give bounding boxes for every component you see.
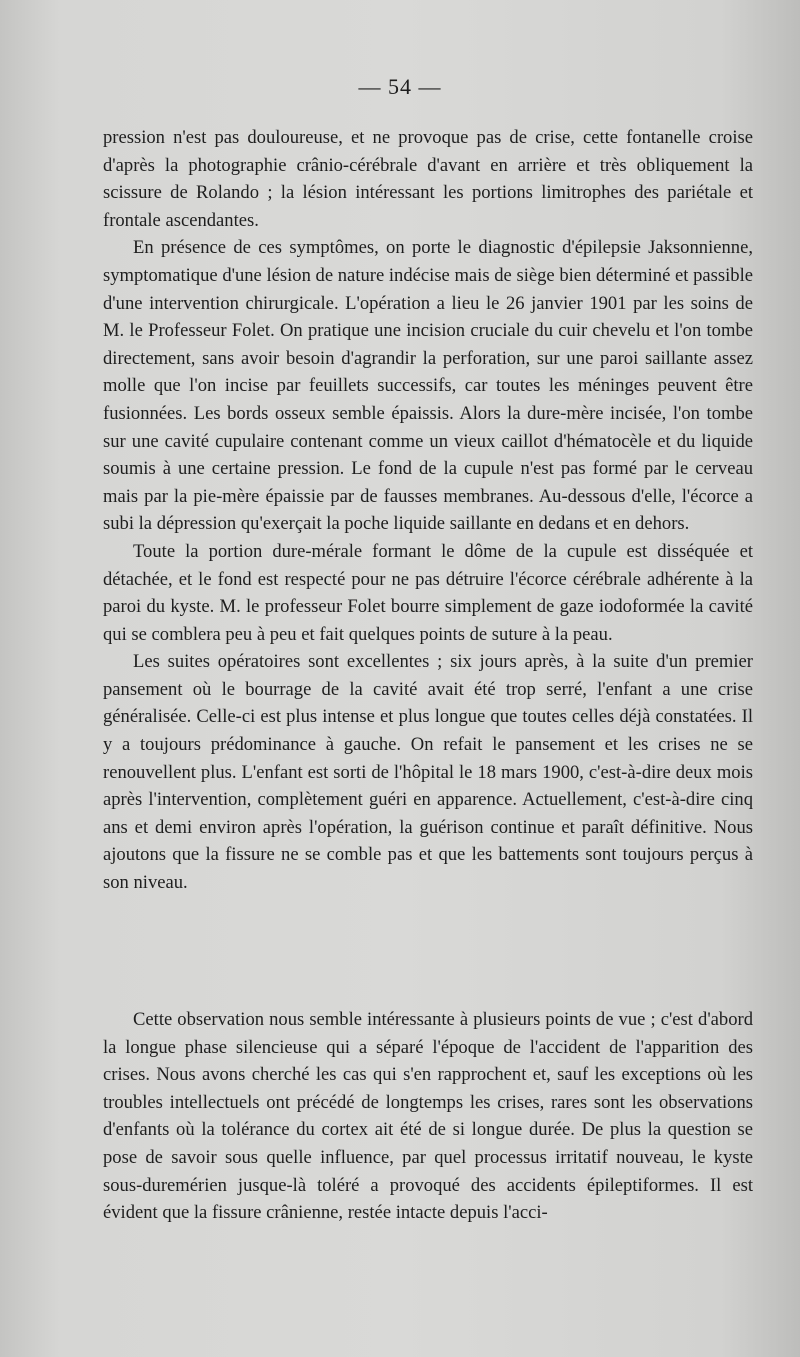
body-text-section — [103, 124, 753, 897]
discussion-section — [103, 1006, 753, 1227]
paragraph-continuation: pression n'est pas douloureuse, et ne provoque pas de crise, cette fontanelle croise d'après la photographie crânio-cérébrale d'avant en arrière et très obliquement la scissure de Rolando ; la lésion intéressant les portions limitrophes des pariétale et frontale ascendantes. — [103, 127, 753, 231]
paragraph-postoperative: Les suites opératoires sont excellentes ; six jours après, à la suite d'un premier pansement où le bourrage de la cavité avait été trop serré, l'enfant a une crise généralisée. Celle-ci est plus intense et plus longue que toutes celles déjà constatées. Il y a toujours prédominance à gauche. On refait le pansement et les crises ne se renouvellent plus. L'enfant est sorti de l'hôpital le 18 mars 1900, c'est-à-dire deux mois après l'intervention, complètement guéri en apparence. Actuellement, c'est-à-dire cinq ans et demi environ après l'opération, la guérison continue et paraît définitive. Nous ajoutons que la fissure ne se comble pas et que les battements sont toujours perçus à son niveau. — [103, 651, 753, 894]
page-number: — 54 — — [358, 74, 442, 99]
paragraph-discussion: Cette observation nous semble intéressante à plusieurs points de vue ; c'est d'abord la longue phase silencieuse qui a séparé l'époque de l'accident de l'apparition des crises. Nous avons cherché les cas qui s'en rapprochent et, sauf les exceptions où les troubles intellectuels ont précédé de longtemps les crises, rares sont les observations d'enfants où la tolérance du cortex ait été de si longue durée. De plus la question se pose de savoir sous quelle influence, par quel processus irritatif nouveau, le kyste sous-duremérien jusque-là toléré a provoqué des accidents épileptiformes. Il est évident que la fissure crânienne, restée intacte depuis l'acci- — [103, 1009, 753, 1224]
paragraph-dissection: Toute la portion dure-mérale formant le dôme de la cupule est disséquée et détachée, et le fond est respecté pour ne pas détruire l'écorce cérébrale adhérente à la paroi du kyste. M. le professeur Folet bourre simplement de gaze iodoformée la cavité qui se comblera peu à peu et fait quelques points de suture à la peau. — [103, 540, 753, 645]
paragraph-diagnosis-operation: En présence de ces symptômes, on porte le diagnostic d'épilepsie Jaksonnienne, symptomatique d'une lésion de nature indécise mais de siège bien déterminé et passible d'une intervention chirurgicale. L'opération a lieu le 26 janvier 1901 par les soins de M. le Professeur Folet. On pratique une incision cruciale du cuir chevelu et l'on tombe directement, sans avoir besoin d'agrandir la perforation, sur une paroi saillante assez molle que l'on incise par feuillets successifs, car toutes les méninges peuvent être fusionnées. Les bords osseux semble épaissis. Alors la dure-mère incisée, l'on tombe sur une cavité cupulaire contenant comme un vieux caillot d'hématocèle et du liquide soumis à une certaine pression. Le fond de la cupule n'est pas formé par le cerveau mais par la pie-mère épaissie par de fausses membranes. Au-dessous d'elle, l'écorce a subi la dépression qu'exerçait la poche liquide saillante en dedans et en dehors. — [103, 237, 753, 535]
